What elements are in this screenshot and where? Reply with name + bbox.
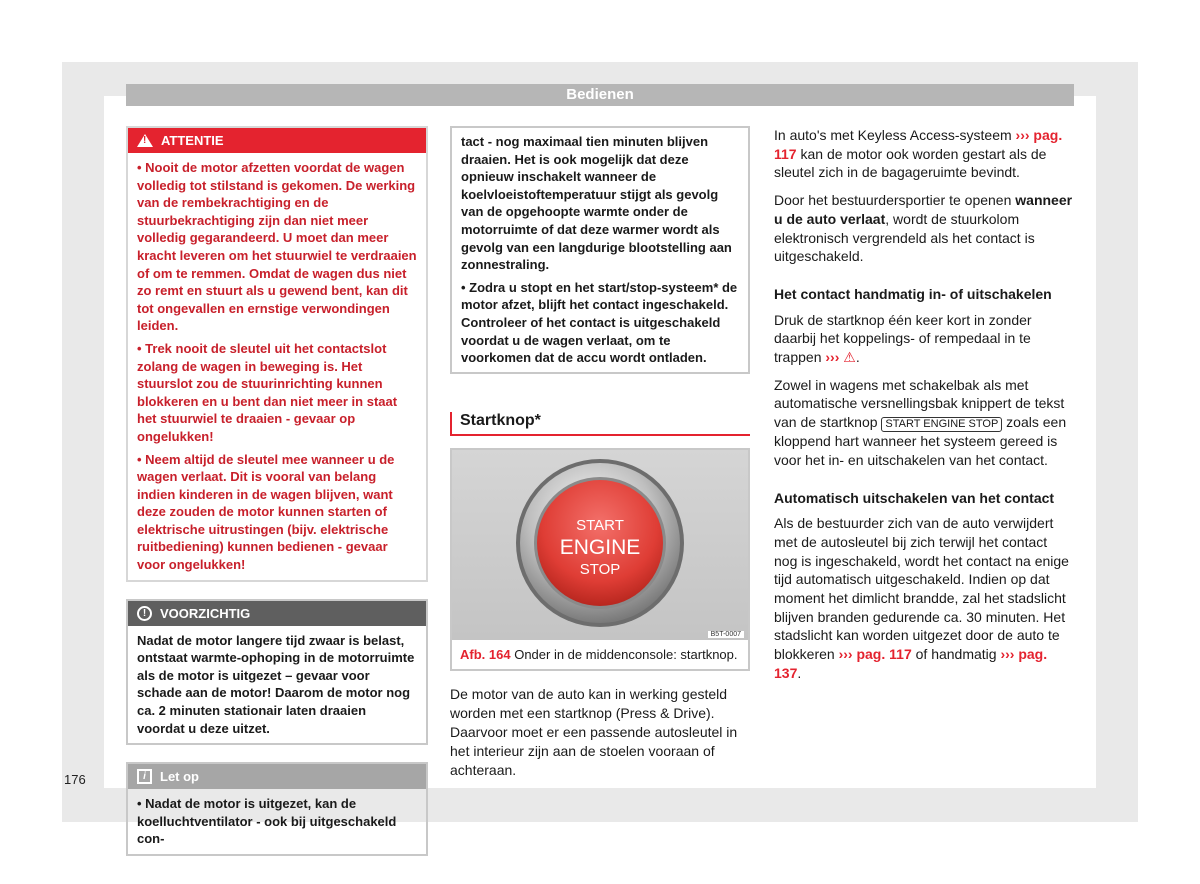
exclamation-circle-icon: !: [137, 606, 152, 621]
info-icon: i: [137, 769, 152, 784]
steering-lock-paragraph: [774, 191, 1074, 266]
figure-label: Afb. 164: [460, 646, 511, 662]
column-right: [774, 126, 1074, 692]
bold-span: wanneer u de auto verlaat: [774, 192, 1073, 227]
button-line-engine: ENGINE: [559, 535, 641, 559]
button-line-start: START: [576, 516, 624, 534]
text-span: Zowel in wagens met schakelbak als met automatische versnellingsbak knippert de tekst van de startknop: [774, 376, 1065, 431]
letop-body: [128, 789, 426, 854]
warning-triangle-icon: [137, 134, 153, 147]
warning-triangle-icon: ⚠: [839, 349, 856, 366]
text-span: kan de motor ook worden gestart als de sleutel zich in de bagageruimte bevindt.: [774, 145, 1047, 181]
continued-paragraph: tact - nog maximaal tien minuten blijven draaien. Het is ook mogelijk dat deze opnieuw inschakelt wanneer de koelvloeistoftemperatuur stijgt als gevolg van de opgehoopte warmte onder de motorruimte of dat deze warmer wordt als gevolg van een langdurige blootstelling aan zonnestraling.: [461, 134, 732, 273]
startknop-body: De motor van de auto kan in werking gesteld worden met een startknop (Press & Drive). Daarvoor moet er een passende autosleutel in het interieur zijn aan de stoelen vooraan of achteraan.: [450, 685, 738, 778]
text-span: .: [797, 664, 802, 681]
voorzichtig-text: Nadat de motor langere tijd zwaar is belast, ontstaat warmte-ophoping in de motorruimte als de motor is uitgezet – gevaar voor schade aan de motor! Daarom de motor nog ca. 2 minuten stationair laten draaien voordat u deze uitzet.: [137, 632, 415, 736]
text-span: Door het bestuurdersportier te openen: [774, 192, 1016, 209]
text-span: , wordt de stuurkolom elektronisch vergrendeld als het contact is uitgeschakeld.: [774, 210, 1035, 265]
voorzichtig-body: [128, 626, 426, 744]
attentie-title: ATTENTIE: [161, 133, 224, 148]
text-span: zoals een kloppend hart wanneer het systeem gereed is voor het in- en uitschakelen van het contact.: [774, 414, 1067, 468]
attentie-paragraph: • Neem altijd de sleutel mee wanneer u de wagen verlaat. Dit is vooral van belang indien kinderen in de wagen blijven, want deze zouden de motor kunnen starten of elektrische uitrustingen (bijv. elektrische ruitbediening) kunnen bedienen - gevaar voor ongelukken!: [137, 451, 395, 573]
letop-title: Let op: [160, 769, 199, 785]
attentie-box: [126, 126, 428, 582]
warning-ref-link[interactable]: ›››: [825, 349, 840, 366]
keyless-paragraph: [774, 126, 1074, 182]
start-engine-button-illustration: [452, 450, 748, 640]
text-span: Als de bestuurder zich van de auto verwijdert met de autosleutel bij zich terwijl het contact nog is ingeschakeld, wordt het contact na enige tijd automatisch uitgeschakeld. Indien op dat moment het dimlicht brandde, zal het stadslicht blijven branden gedurende ca. 30 minuten. Het stadslicht kan worden uitgezet door de auto te blokkeren: [774, 515, 1069, 663]
voorzichtig-title: VOORZICHTIG: [160, 605, 251, 621]
subheading-auto: Automatisch uitschakelen van het contact: [774, 489, 1055, 506]
voorzichtig-header: [128, 601, 426, 626]
auto-off-paragraph: [774, 514, 1074, 682]
continued-paragraph: • Zodra u stopt en het start/stop-systeem* de motor afzet, blijft het contact ingeschakeld. Controleer of het contact is uitgeschakeld voordat u de wagen verlaat, om te voorkomen dat de accu wordt ontladen.: [461, 279, 738, 366]
letop-box: [126, 762, 428, 856]
attentie-paragraph: • Trek nooit de sleutel uit het contactslot zolang de wagen in beweging is. Het stuurslot zou de stuurinrichting kunnen blokkeren en u bent dan niet meer in staat het stuurwiel te draaien - gevaar op ongelukken!: [137, 340, 398, 444]
figure-startknop: [450, 448, 750, 671]
attentie-body: [128, 153, 426, 580]
blink-paragraph: [774, 376, 1074, 470]
page-number: 176: [64, 772, 86, 787]
image-code: B5T-0007: [708, 631, 744, 638]
manual-paragraph: [774, 311, 1074, 367]
column-left: [126, 126, 428, 856]
start-button-image: [452, 450, 748, 640]
letop-continued-box: [450, 126, 750, 374]
section-title-startknop: Startknop*: [450, 412, 750, 436]
subheading-manual: Het contact handmatig in- of uitschakelen: [774, 285, 1052, 302]
text-span: .: [855, 349, 860, 366]
column-middle: [450, 126, 750, 780]
letop-text: • Nadat de motor is uitgezet, kan de koelluchtventilator - ook bij uitgeschakeld con-: [137, 796, 397, 847]
figure-caption: [452, 640, 748, 669]
page-ref-link[interactable]: ››› pag. 117: [838, 646, 912, 663]
text-span: In auto's met Keyless Access-systeem: [774, 127, 1016, 143]
chapter-header: Bedienen: [126, 84, 1074, 106]
letop-header: [128, 764, 426, 789]
page-ref-link[interactable]: ››› pag. 137: [774, 646, 1048, 681]
voorzichtig-box: [126, 599, 428, 746]
page-ref-link[interactable]: ››› pag. 117: [774, 127, 1063, 162]
button-line-stop: STOP: [579, 560, 621, 578]
text-span: of handmatig: [911, 646, 1001, 663]
figure-caption-text: Onder in de middenconsole: startknop.: [514, 646, 738, 662]
attentie-header: [128, 128, 426, 153]
start-engine-stop-label: START ENGINE STOP: [881, 417, 1002, 432]
text-span: Druk de startknop één keer kort in zonder daarbij het koppelings- of rempedaal in te trappen: [774, 311, 1032, 366]
attentie-paragraph: • Nooit de motor afzetten voordat de wagen volledig tot stilstand is gekomen. De werking van de rembekrachtiging en de stuurbekrachtiging zijn dan niet meer volledig gegarandeerd. U moet dan meer kracht leveren om het stuurwiel te verdraaien of om te remmen. Omdat de wagen dus niet zo remt en stuurt als u gewend bent, kan dit tot ongevallen en ernstige verwondingen leiden.: [137, 160, 417, 334]
